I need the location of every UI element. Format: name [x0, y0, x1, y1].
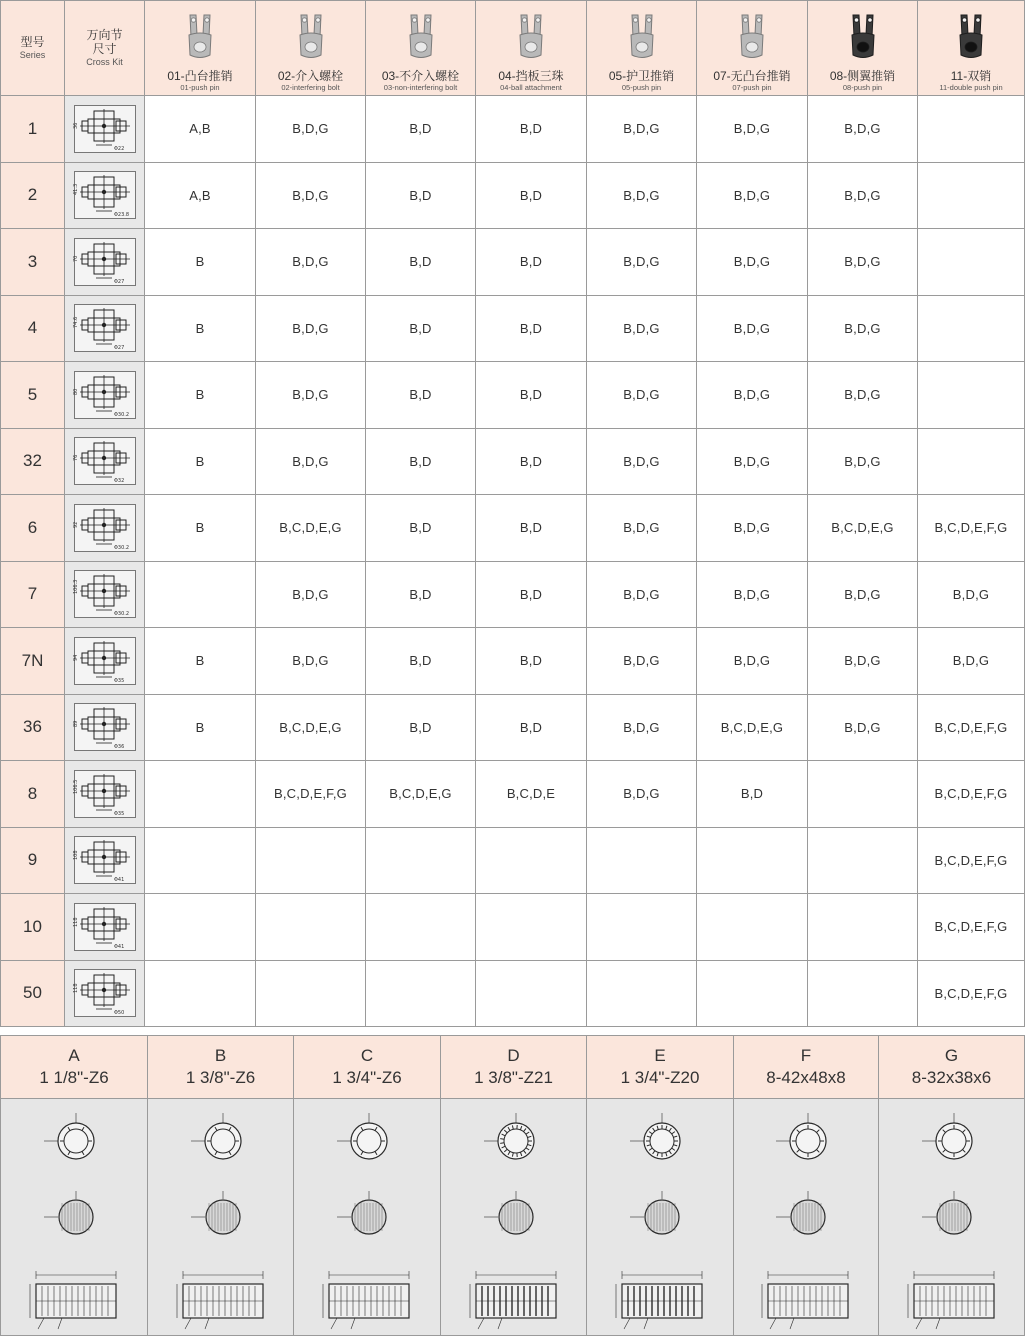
spline-options-cell: [808, 827, 918, 894]
spline-options-cell: B,D: [476, 495, 587, 562]
series-cell: 8: [1, 761, 65, 828]
spline-options-cell: B,D,G: [256, 362, 366, 429]
cross-kit-drawing: [74, 836, 136, 884]
spline-options-cell: [918, 362, 1025, 429]
spline-options-cell: B,C,D,E,F,G: [256, 761, 366, 828]
cross-kit-cell: [65, 495, 145, 562]
spline-drawing-cell: [734, 1099, 879, 1336]
column-header-cn: 04-挡板三珠: [498, 69, 563, 83]
spline-options-cell: B,C,D,E,F,G: [918, 761, 1025, 828]
spline-letter: C: [294, 1045, 440, 1067]
column-header-en: 08-push pin: [843, 83, 882, 93]
spline-options-cell: [476, 960, 587, 1027]
column-header-en: 07-push pin: [732, 83, 771, 93]
column-header-en: 04-ball attachment: [500, 83, 562, 93]
spline-options-cell: A,B: [145, 96, 256, 163]
spline-options-cell: B: [145, 229, 256, 296]
spline-header-g: [879, 1036, 1025, 1099]
spline-options-cell: B,D,G: [808, 628, 918, 695]
yoke-icon: [401, 11, 441, 65]
cross-kit-drawing: [74, 437, 136, 485]
series-cell: 5: [1, 362, 65, 429]
spline-options-cell: [476, 827, 587, 894]
spline-options-cell: B,D,G: [587, 694, 697, 761]
spline-options-cell: B,D: [476, 694, 587, 761]
spline-options-cell: B,D: [476, 628, 587, 695]
spline-options-cell: B,D,G: [697, 295, 808, 362]
cross-kit-cell: [65, 894, 145, 961]
spline-options-cell: [256, 960, 366, 1027]
spline-options-cell: [918, 428, 1025, 495]
series-cell: 50: [1, 960, 65, 1027]
spline-options-cell: B,D,G: [587, 295, 697, 362]
spline-options-cell: B,D,G: [808, 561, 918, 628]
table-row: [1, 362, 1025, 429]
spline-options-cell: B: [145, 362, 256, 429]
spline-options-cell: B,D,G: [697, 495, 808, 562]
spline-options-cell: B: [145, 628, 256, 695]
spline-options-cell: B,D,G: [918, 561, 1025, 628]
cross-kit-cell: [65, 694, 145, 761]
spline-options-cell: [808, 761, 918, 828]
table-row: [1, 295, 1025, 362]
spline-options-cell: B,D,G: [587, 162, 697, 229]
cross-kit-drawing: [74, 703, 136, 751]
spline-options-cell: B,C,D,E,G: [808, 495, 918, 562]
spline-options-cell: [587, 827, 697, 894]
spline-options-cell: [918, 162, 1025, 229]
cross-kit-drawing: [74, 770, 136, 818]
spline-options-cell: [256, 827, 366, 894]
spline-options-cell: B,D: [476, 295, 587, 362]
cross-kit-height-label: 118: [73, 984, 79, 994]
cross-kit-height-label: 80: [73, 388, 79, 394]
spline-options-cell: B,D,G: [697, 362, 808, 429]
spline-spec: 1 3/8"-Z21: [441, 1067, 586, 1089]
spline-options-cell: B,D,G: [697, 162, 808, 229]
spline-options-cell: B,D: [366, 428, 476, 495]
spline-options-cell: [918, 295, 1025, 362]
spline-options-cell: B: [145, 428, 256, 495]
series-cell: 4: [1, 295, 65, 362]
spline-spec: 1 1/8"-Z6: [1, 1067, 147, 1089]
column-header-6: [697, 1, 808, 96]
spline-options-cell: [918, 229, 1025, 296]
column-header-5: [587, 1, 697, 96]
series-cell: 1: [1, 96, 65, 163]
spline-options-cell: B,D,G: [697, 561, 808, 628]
spline-drawing-cell: [879, 1099, 1025, 1336]
cross-kit-diameter-label: Φ27: [114, 279, 124, 285]
spline-options-cell: B,D: [476, 561, 587, 628]
spline-options-cell: B,C,D,E,G: [256, 495, 366, 562]
column-header-4: [476, 1, 587, 96]
cross-kit-cell: [65, 362, 145, 429]
cross-kit-drawing: [74, 371, 136, 419]
spline-drawing: [892, 1099, 1012, 1335]
column-header-8: [918, 1, 1025, 96]
cross-kit-height-label: 94: [73, 654, 79, 660]
spline-options-cell: [697, 827, 808, 894]
spline-options-cell: B,C,D,E,F,G: [918, 894, 1025, 961]
spline-options-cell: B,D,G: [256, 628, 366, 695]
cross-kit-height-label: 76: [73, 455, 79, 461]
series-cell: 2: [1, 162, 65, 229]
spline-options-cell: B,D,G: [808, 229, 918, 296]
cross-kit-height-label: 92: [73, 521, 79, 527]
spline-options-cell: B,D,G: [256, 295, 366, 362]
spline-options-cell: B,D,G: [587, 495, 697, 562]
column-header-3: [366, 1, 476, 96]
spline-drawing-cell: [1, 1099, 148, 1336]
spline-options-cell: B,C,D,E,F,G: [918, 960, 1025, 1027]
cross-kit-height-label: 106.3: [73, 580, 79, 594]
spline-options-cell: B,D: [366, 362, 476, 429]
cross-kit-drawing: [74, 570, 136, 618]
cross-kit-header-cn-1: 万向节: [65, 28, 144, 42]
spline-options-cell: B,D: [476, 96, 587, 163]
cross-kit-drawing: [74, 504, 136, 552]
spline-options-cell: B,D: [366, 561, 476, 628]
series-cell: 3: [1, 229, 65, 296]
table-row: [1, 694, 1025, 761]
spline-options-cell: B,D: [476, 162, 587, 229]
spline-options-cell: B,D,G: [808, 362, 918, 429]
spline-options-cell: B,D: [366, 162, 476, 229]
yoke-icon: [511, 11, 551, 65]
spline-options-cell: B,C,D,E,F,G: [918, 694, 1025, 761]
spline-options-cell: B,D,G: [808, 295, 918, 362]
yoke-icon: [951, 11, 991, 65]
column-header-cn: 02-介入螺栓: [278, 69, 343, 83]
cross-kit-diameter-label: Φ30.2: [114, 545, 129, 551]
table-row: [1, 894, 1025, 961]
cross-kit-height-label: 89: [73, 721, 79, 727]
spline-header-c: [294, 1036, 441, 1099]
spline-options-cell: [587, 960, 697, 1027]
spline-drawing: [600, 1099, 720, 1335]
spline-options-cell: B,D,G: [587, 628, 697, 695]
spline-header-d: [441, 1036, 587, 1099]
cross-kit-diameter-label: Φ35: [114, 678, 124, 684]
spline-options-cell: [918, 96, 1025, 163]
column-header-1: [145, 1, 256, 96]
spline-options-cell: B,D,G: [587, 561, 697, 628]
spline-drawing-cell: [587, 1099, 734, 1336]
cross-kit-height-label: 108: [73, 851, 79, 861]
column-header-cn: 11-双销: [951, 69, 991, 83]
cross-kit-diameter-label: Φ22: [114, 146, 124, 152]
spline-options-cell: B,D: [476, 362, 587, 429]
spline-options-cell: [145, 761, 256, 828]
column-header-en: 03-non-interfering bolt: [384, 83, 457, 93]
cross-kit-height-label: 118: [73, 917, 79, 927]
column-header-2: [256, 1, 366, 96]
spline-options-cell: B,D: [366, 229, 476, 296]
spline-letter: D: [441, 1045, 586, 1067]
spline-options-cell: B,D,G: [808, 96, 918, 163]
column-header-en: 01-push pin: [180, 83, 219, 93]
spline-options-cell: [366, 894, 476, 961]
cross-kit-header-cn-2: 尺寸: [65, 42, 144, 56]
column-header-en: 11-double push pin: [939, 83, 1002, 93]
table-row: [1, 827, 1025, 894]
spline-options-cell: B,D: [476, 229, 587, 296]
spline-letter: E: [587, 1045, 733, 1067]
cross-kit-cell: [65, 96, 145, 163]
series-header: [1, 1, 65, 96]
cross-kit-cell: [65, 295, 145, 362]
spline-spec: 1 3/4"-Z6: [294, 1067, 440, 1089]
table-row: [1, 495, 1025, 562]
spline-options-cell: B: [145, 694, 256, 761]
spline-options-cell: [366, 827, 476, 894]
spline-options-cell: B,D,G: [587, 428, 697, 495]
spline-options-cell: B,C,D,E,F,G: [918, 827, 1025, 894]
spline-options-cell: [145, 827, 256, 894]
cross-kit-header: [65, 1, 145, 96]
spline-header-a: [1, 1036, 148, 1099]
spline-header-f: [734, 1036, 879, 1099]
cross-kit-drawing: [74, 171, 136, 219]
spline-options-cell: B,D,G: [587, 761, 697, 828]
spline-drawing-cell: [294, 1099, 441, 1336]
cross-kit-diameter-label: Φ50: [114, 1010, 124, 1016]
cross-kit-diameter-label: Φ41: [114, 877, 124, 883]
table-row: [1, 96, 1025, 163]
spline-options-cell: [697, 960, 808, 1027]
spline-options-cell: B,C,D,E,F,G: [918, 495, 1025, 562]
column-header-en: 05-push pin: [622, 83, 661, 93]
spline-options-cell: B,D,G: [697, 229, 808, 296]
cross-kit-drawing: [74, 304, 136, 352]
cross-kit-cell: [65, 960, 145, 1027]
cross-kit-cell: [65, 761, 145, 828]
spline-options-cell: A,B: [145, 162, 256, 229]
cross-kit-diameter-label: Φ35: [114, 811, 124, 817]
yoke-icon: [843, 11, 883, 65]
cross-kit-cell: [65, 628, 145, 695]
cross-kit-diameter-label: Φ23.8: [114, 212, 129, 218]
spline-options-cell: [256, 894, 366, 961]
cross-kit-cell: [65, 428, 145, 495]
column-header-cn: 01-凸台推销: [167, 69, 232, 83]
spline-legend: [0, 1035, 1024, 1335]
spline-letter: B: [148, 1045, 293, 1067]
yoke-icon: [622, 11, 662, 65]
spline-options-cell: B,D,G: [587, 362, 697, 429]
cross-kit-cell: [65, 827, 145, 894]
spline-options-cell: B,D,G: [697, 428, 808, 495]
spline-options-cell: B,D,G: [256, 229, 366, 296]
spline-options-cell: B,D,G: [697, 96, 808, 163]
series-cell: 32: [1, 428, 65, 495]
column-header-cn: 05-护卫推销: [609, 69, 674, 83]
table-row: [1, 162, 1025, 229]
spline-options-cell: B,D: [366, 295, 476, 362]
spline-header-b: [148, 1036, 294, 1099]
spline-options-cell: B,D,G: [808, 162, 918, 229]
spline-options-cell: [587, 894, 697, 961]
yoke-icon: [180, 11, 220, 65]
cross-kit-height-label: 106.5: [73, 779, 79, 793]
table-row: [1, 761, 1025, 828]
spline-options-cell: B,D,G: [808, 694, 918, 761]
yoke-icon: [732, 11, 772, 65]
spline-options-cell: B,C,D,E,G: [697, 694, 808, 761]
spline-drawing: [454, 1099, 574, 1335]
cross-kit-diameter-label: Φ30.2: [114, 412, 129, 418]
spline-letter: G: [879, 1045, 1024, 1067]
spline-options-cell: B,D,G: [587, 229, 697, 296]
spline-spec: 1 3/8"-Z6: [148, 1067, 293, 1089]
spline-options-cell: B,D: [476, 428, 587, 495]
spline-options-cell: B,C,D,E: [476, 761, 587, 828]
column-header-cn: 07-无凸台推销: [713, 69, 790, 83]
spline-options-cell: B,D,G: [808, 428, 918, 495]
spline-drawing-cell: [148, 1099, 294, 1336]
cross-kit-cell: [65, 561, 145, 628]
series-cell: 9: [1, 827, 65, 894]
table-row: [1, 628, 1025, 695]
spline-options-cell: B: [145, 295, 256, 362]
table-row: [1, 428, 1025, 495]
spline-options-cell: [697, 894, 808, 961]
cross-kit-diameter-label: Φ27: [114, 345, 124, 351]
cross-kit-header-en: Cross Kit: [65, 56, 144, 68]
column-header-cn: 03-不介入螺栓: [382, 69, 459, 83]
cross-kit-diameter-label: Φ30.2: [114, 611, 129, 617]
table-header-row: [1, 1, 1025, 96]
spline-drawing: [14, 1099, 134, 1335]
spline-drawing-cell: [441, 1099, 587, 1336]
spline-options-cell: [476, 894, 587, 961]
cross-kit-diameter-label: Φ41: [114, 944, 124, 950]
table-row: [1, 229, 1025, 296]
series-header-cn: 型号: [1, 35, 64, 49]
series-cell: 7N: [1, 628, 65, 695]
yoke-icon: [291, 11, 331, 65]
spline-options-cell: [808, 960, 918, 1027]
spline-options-cell: [366, 960, 476, 1027]
spline-options-cell: B,C,D,E,G: [256, 694, 366, 761]
spline-header-row: [1, 1036, 1025, 1099]
cross-kit-drawing: [74, 238, 136, 286]
column-header-en: 02-interfering bolt: [281, 83, 339, 93]
spline-drawing: [746, 1099, 866, 1335]
spline-options-cell: B,D,G: [256, 561, 366, 628]
cross-kit-drawing: [74, 637, 136, 685]
spline-options-cell: B,D,G: [587, 96, 697, 163]
cross-kit-height-label: 70: [73, 255, 79, 261]
series-cell: 36: [1, 694, 65, 761]
table-row: [1, 561, 1025, 628]
spline-options-cell: B: [145, 495, 256, 562]
spline-options-cell: B,D: [366, 495, 476, 562]
spline-options-cell: B,D,G: [256, 428, 366, 495]
spline-options-cell: B,C,D,E,G: [366, 761, 476, 828]
spline-options-cell: [145, 894, 256, 961]
cross-kit-height-label: 74.6: [73, 317, 79, 328]
cross-kit-cell: [65, 162, 145, 229]
cross-kit-height-label: 41.3: [73, 184, 79, 195]
spline-options-cell: B,D: [697, 761, 808, 828]
spline-options-cell: [808, 894, 918, 961]
cross-kit-drawing: [74, 903, 136, 951]
spline-drawing: [307, 1099, 427, 1335]
spline-options-cell: B,D: [366, 96, 476, 163]
spline-spec: 1 3/4"-Z20: [587, 1067, 733, 1089]
cross-kit-diameter-label: Φ36: [114, 744, 124, 750]
spline-legend-table: [0, 1035, 1025, 1336]
cross-kit-height-label: 36: [73, 122, 79, 128]
spline-drawing-row: [1, 1099, 1025, 1336]
spline-options-cell: [145, 960, 256, 1027]
cross-kit-drawing: [74, 105, 136, 153]
cross-kit-diameter-label: Φ32: [114, 478, 124, 484]
series-header-en: Series: [1, 49, 64, 61]
spline-options-cell: B,D,G: [918, 628, 1025, 695]
spline-options-cell: B,D: [366, 628, 476, 695]
spline-options-cell: B,D,G: [256, 162, 366, 229]
spline-letter: A: [1, 1045, 147, 1067]
spline-options-cell: B,D: [366, 694, 476, 761]
series-cell: 7: [1, 561, 65, 628]
table-row: [1, 960, 1025, 1027]
column-header-7: [808, 1, 918, 96]
spline-options-cell: B,D,G: [256, 96, 366, 163]
cross-kit-cell: [65, 229, 145, 296]
spline-drawing: [161, 1099, 281, 1335]
series-cell: 6: [1, 495, 65, 562]
spline-letter: F: [734, 1045, 878, 1067]
cross-kit-drawing: [74, 969, 136, 1017]
spline-options-cell: B,D,G: [697, 628, 808, 695]
column-header-cn: 08-侧翼推销: [830, 69, 895, 83]
spline-options-cell: [145, 561, 256, 628]
spline-header-e: [587, 1036, 734, 1099]
spline-spec: 8-42x48x8: [734, 1067, 878, 1089]
series-cell: 10: [1, 894, 65, 961]
spline-spec: 8-32x38x6: [879, 1067, 1024, 1089]
